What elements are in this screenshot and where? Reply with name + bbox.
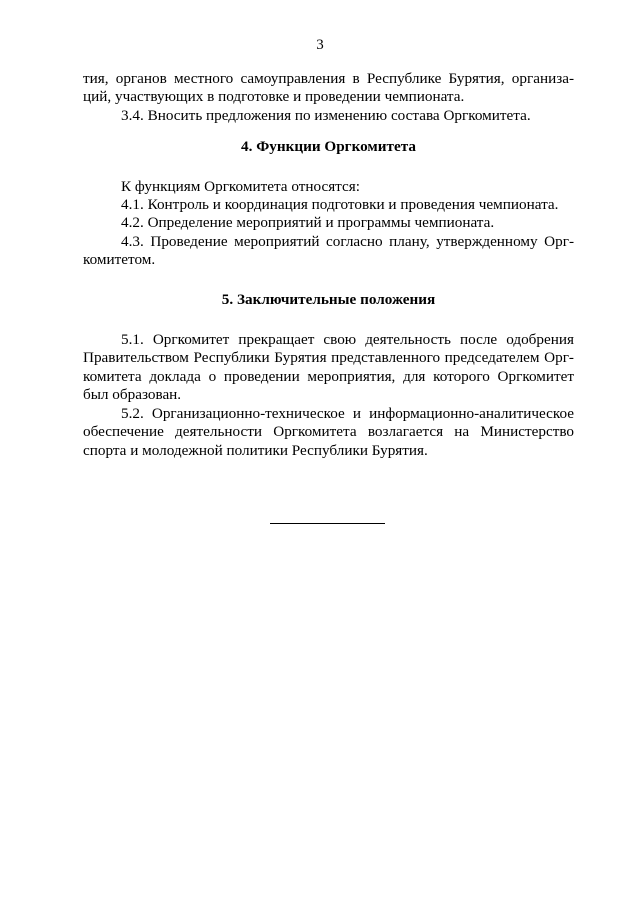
section-5-body: [83, 331, 574, 460]
section-4-heading: 4. Функции Оргкомитета: [241, 138, 416, 156]
intro-line-1: тия, органов местного самоуправления в Республике Бурятия, организа-: [83, 70, 574, 87]
intro-line-2: ций, участвующих в подготовке и проведении чемпионата.: [83, 88, 465, 106]
section-5-heading: 5. Заключительные положения: [221, 290, 436, 308]
section-4-body: [83, 178, 574, 270]
item-5-1-line-1: 5.1. Оргкомитет прекращает свою деятельность после одобрения: [121, 331, 574, 349]
item-3-4: 3.4. Вносить предложения по изменению состава Оргкомитета.: [121, 106, 531, 124]
item-5-1-line-4: был образован.: [83, 386, 182, 404]
section-4-lead: К функциям Оргкомитета относятся:: [121, 177, 360, 195]
end-of-document-rule: [270, 523, 385, 524]
item-5-2-line-1: 5.2. Организационно-техническое и информационно-аналитическое: [121, 404, 574, 422]
intro-paragraph: [83, 70, 574, 125]
item-5-1-line-3: комитета доклада о проведении мероприятия, для которого Оргкомитет: [83, 367, 574, 385]
item-5-1-line-2: Правительством Республики Бурятия представленного председателем Орг-: [83, 349, 574, 367]
item-4-3-line-2: комитетом.: [83, 251, 156, 269]
document-body: [83, 70, 574, 460]
item-4-3-line-1: 4.3. Проведение мероприятий согласно плану, утвержденному Орг-: [121, 232, 574, 250]
item-5-2-line-2: обеспечение деятельности Оргкомитета возлагается на Министерство: [83, 423, 574, 441]
item-5-2-line-3: спорта и молодежной политики Республики Бурятия.: [83, 441, 428, 459]
item-4-2: 4.2. Определение мероприятий и программы чемпионата.: [121, 214, 495, 232]
item-4-1: 4.1. Контроль и координация подготовки и проведения чемпионата.: [121, 196, 559, 214]
page-number: 3: [316, 37, 324, 53]
